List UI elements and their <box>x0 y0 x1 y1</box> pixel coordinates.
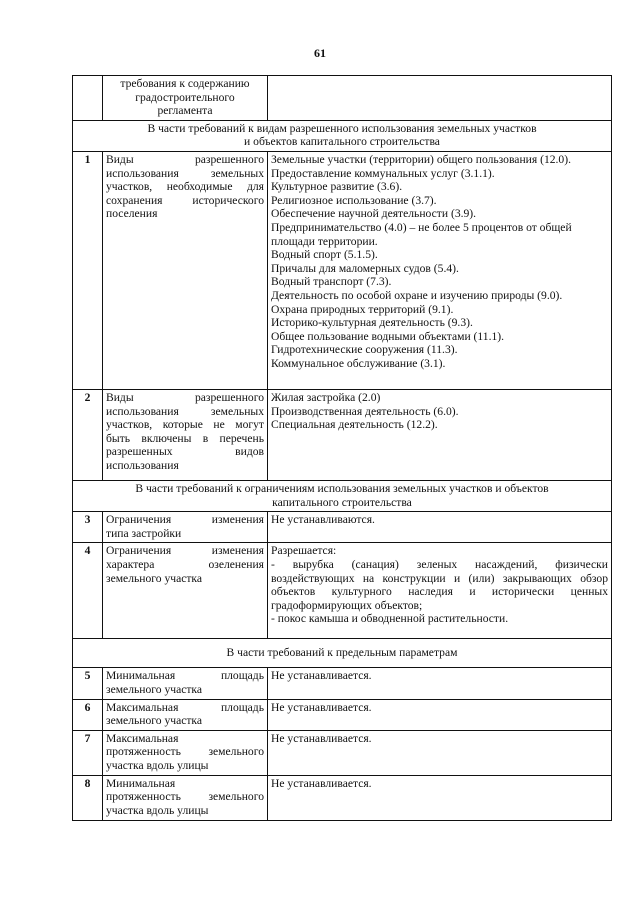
row-value-line: Охрана природных территорий (9.1). <box>271 302 454 316</box>
row-name-line: Минимальная площадь <box>106 669 264 683</box>
row-number: 6 <box>73 699 103 730</box>
section-title-line: В части требований к ограничениям использования земельных участков и объектов <box>135 481 549 495</box>
row-name-line: участка вдоль улицы <box>106 803 209 817</box>
row-value-line: воздействующих на конструкции и (или) закрывающих обзор <box>271 571 608 585</box>
table-row <box>73 543 612 639</box>
row-name <box>103 389 268 480</box>
section-row <box>73 120 612 151</box>
row-number: 7 <box>73 730 103 775</box>
row-name-line: протяженность земельного <box>106 745 264 759</box>
row-name <box>103 512 268 543</box>
row-value-line: градоформирующих объектов; <box>271 598 423 612</box>
row-value-line: Специальная деятельность (12.2). <box>271 418 438 432</box>
row-name <box>103 699 268 730</box>
section-row <box>73 639 612 668</box>
row-number: 8 <box>73 775 103 820</box>
table-row <box>73 730 612 775</box>
row-value-line: объектов культурного наследия и исторически ценных <box>271 585 608 599</box>
regulation-table <box>72 75 612 821</box>
row-value-line: Причалы для маломерных судов (5.4). <box>271 261 459 275</box>
row-value-line: - покос камыша и обводненной растительности. <box>271 612 509 626</box>
row-name-line: поселения <box>106 207 158 221</box>
row-name-line: земельного участка <box>106 714 203 728</box>
row-name-line: использования <box>106 458 179 472</box>
row-value-line: Историко-культурная деятельность (9.3). <box>271 316 473 330</box>
row-name-line: Виды разрешенного <box>106 390 264 404</box>
row-value-line: - вырубка (санация) зеленых насаждений, физически <box>271 557 608 571</box>
row-value <box>268 775 612 820</box>
row-number: 3 <box>73 512 103 543</box>
row-name-line: Виды разрешенного <box>106 152 264 166</box>
row-name-line: участков, которые не могут <box>106 418 264 432</box>
header-line: требования к содержанию <box>120 77 250 90</box>
row-value <box>268 730 612 775</box>
row-number: 4 <box>73 543 103 639</box>
table-row <box>73 512 612 543</box>
row-name-line: Ограничения изменения <box>106 513 264 527</box>
row-value <box>268 668 612 699</box>
section-title-line: капитального строительства <box>272 495 412 509</box>
row-name-line: участков, необходимые для <box>106 180 264 194</box>
row-name <box>103 151 268 389</box>
row-value <box>268 543 612 639</box>
row-value <box>268 151 612 389</box>
row-name-line: использования земельных <box>106 404 264 418</box>
row-value-line: Деятельность по особой охране и изучению природы (9.0). <box>271 288 563 302</box>
row-value-line: Жилая застройка (2.0) <box>271 390 381 404</box>
table-row <box>73 668 612 699</box>
row-name-line: протяженность земельного <box>106 790 264 804</box>
row-value-line: Коммунальное обслуживание (3.1). <box>271 356 446 370</box>
row-value-line: Предпринимательство (4.0) – не более 5 процентов от общей <box>271 220 572 234</box>
section-title <box>73 639 612 668</box>
row-value-line: Религиозное использование (3.7). <box>271 193 437 207</box>
row-value <box>268 699 612 730</box>
section-title <box>73 480 612 511</box>
table-row <box>73 699 612 730</box>
row-name-line: земельного участка <box>106 571 203 585</box>
table-row <box>73 151 612 389</box>
row-value-line: Не устанавливаются. <box>271 513 375 527</box>
header-num-cell <box>73 76 103 121</box>
row-value-line: Не устанавливается. <box>271 669 372 683</box>
row-value <box>268 512 612 543</box>
row-name-line: быть включены в перечень <box>106 431 264 445</box>
header-value-cell <box>268 76 612 121</box>
header-row <box>73 76 612 121</box>
row-name-line: Максимальная площадь <box>106 700 264 714</box>
row-name-line: Максимальная <box>106 731 179 745</box>
section-title-line: В части требований к видам разрешенного использования земельных участков <box>147 121 537 135</box>
page-number: 61 <box>314 46 326 60</box>
row-number: 2 <box>73 389 103 480</box>
row-name-line: характера озеленения <box>106 557 264 571</box>
row-number: 5 <box>73 668 103 699</box>
row-name-line: сохранения исторического <box>106 193 264 207</box>
row-name <box>103 543 268 639</box>
row-number: 1 <box>73 151 103 389</box>
row-value-line: Не устанавливается. <box>271 700 372 714</box>
row-value-line: Водный спорт (5.1.5). <box>271 248 378 262</box>
row-name-line: Минимальная <box>106 776 176 790</box>
row-name <box>103 775 268 820</box>
row-value-line: Производственная деятельность (6.0). <box>271 404 459 418</box>
row-value <box>268 389 612 480</box>
section-row <box>73 480 612 511</box>
row-value-line: Общее пользование водными объектами (11.1). <box>271 329 505 343</box>
row-value-line: Земельные участки (территории) общего пользования (12.0). <box>271 152 571 166</box>
row-name-line: типа застройки <box>106 526 182 540</box>
table-row <box>73 389 612 480</box>
row-name <box>103 730 268 775</box>
header-text-cell <box>103 76 268 121</box>
row-value-line: Разрешается: <box>271 544 337 558</box>
row-value-line: Водный транспорт (7.3). <box>271 275 392 289</box>
row-value-line: Предоставление коммунальных услуг (3.1.1). <box>271 166 495 180</box>
row-value-line: Обеспечение научной деятельности (3.9). <box>271 207 477 221</box>
row-value-line: Культурное развитие (3.6). <box>271 180 403 194</box>
row-name-line: Ограничения изменения <box>106 544 264 558</box>
row-value-line: площади территории. <box>271 234 378 248</box>
section-title-line: В части требований к предельным параметрам <box>226 646 458 660</box>
row-value-line: Гидротехнические сооружения (11.3). <box>271 343 458 357</box>
row-name <box>103 668 268 699</box>
table-row <box>73 775 612 820</box>
row-name-line: разрешенных видов <box>106 445 264 459</box>
row-value-line: Не устанавливается. <box>271 731 372 745</box>
row-value-line: Не устанавливается. <box>271 776 372 790</box>
row-name-line: участка вдоль улицы <box>106 758 209 772</box>
header-line: регламента <box>157 104 213 118</box>
section-title-line: и объектов капитального строительства <box>244 135 440 149</box>
row-name-line: земельного участка <box>106 682 203 696</box>
row-name-line: использования земельных <box>106 166 264 180</box>
section-title <box>73 120 612 151</box>
header-line: градостроительного <box>135 90 235 104</box>
